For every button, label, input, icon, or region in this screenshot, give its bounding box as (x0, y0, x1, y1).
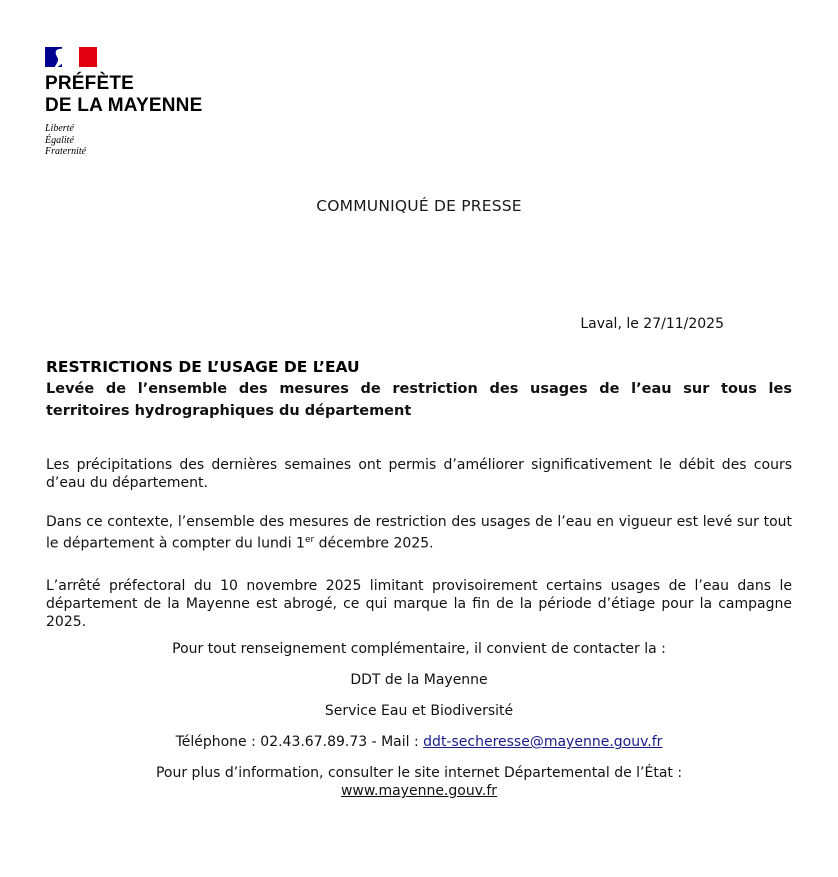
paragraph-3: L’arrêté préfectoral du 10 novembre 2025 limitant provisoirement certains usages de l’eau dans le département de la Mayenne est abrogé, ce qui marque la fin de la période d’étiage pour la campagne 2025. (46, 577, 792, 630)
paragraph-2-end: décembre 2025. (314, 535, 434, 552)
contact-phone-mail (0, 733, 838, 751)
document-type: COMMUNIQUÉ DE PRESSE (316, 197, 522, 215)
republic-motto (45, 123, 245, 158)
republic-flag-icon (45, 47, 97, 67)
article-body (46, 356, 792, 631)
email-link[interactable]: ddt-secheresse@mayenne.gouv.fr (423, 734, 663, 750)
paragraph-2 (46, 513, 792, 553)
brand-line-2: DE LA MAYENNE (45, 95, 203, 116)
contact-block (0, 640, 838, 800)
contact-service: Service Eau et Biodiversité (324, 703, 514, 719)
contact-intro: Pour tout renseignement complémentaire, il convient de contacter la : (172, 641, 666, 657)
brand-line-1: PRÉFÈTE (45, 73, 135, 94)
ordinal-superscript: er (304, 535, 315, 545)
paragraph-1: Les précipitations des dernières semaines ont permis d’améliorer significativement le débit des cours d’eau du département. (46, 457, 792, 491)
article-subtitle: Levée de l’ensemble des mesures de restriction des usages de l’eau sur tous les territoires hydrographiques du département (46, 381, 792, 419)
phone-text: Téléphone : 02.43.67.89.73 - Mail : (175, 734, 424, 750)
prefecture-logo (45, 47, 245, 158)
paragraph-2-start: Dans ce contexte, l’ensemble des mesures de restriction des usages de l’eau en vigueur est levé sur tout le département à compter du lundi 1 (46, 514, 792, 552)
motto-egalite: Égalité (45, 134, 74, 146)
document-date: Laval, le 27/11/2025 (580, 316, 724, 332)
contact-org: DDT de la Mayenne (350, 672, 488, 688)
motto-fraternite: Fraternité (45, 146, 87, 157)
website-link[interactable]: www.mayenne.gouv.fr (340, 783, 498, 799)
website-line (0, 782, 838, 800)
article-title: RESTRICTIONS DE L’USAGE DE L’EAU (46, 358, 360, 376)
motto-liberte: Liberté (45, 123, 74, 134)
more-info-text: Pour plus d’information, consulter le site internet Départemental de l’État : (155, 765, 683, 781)
